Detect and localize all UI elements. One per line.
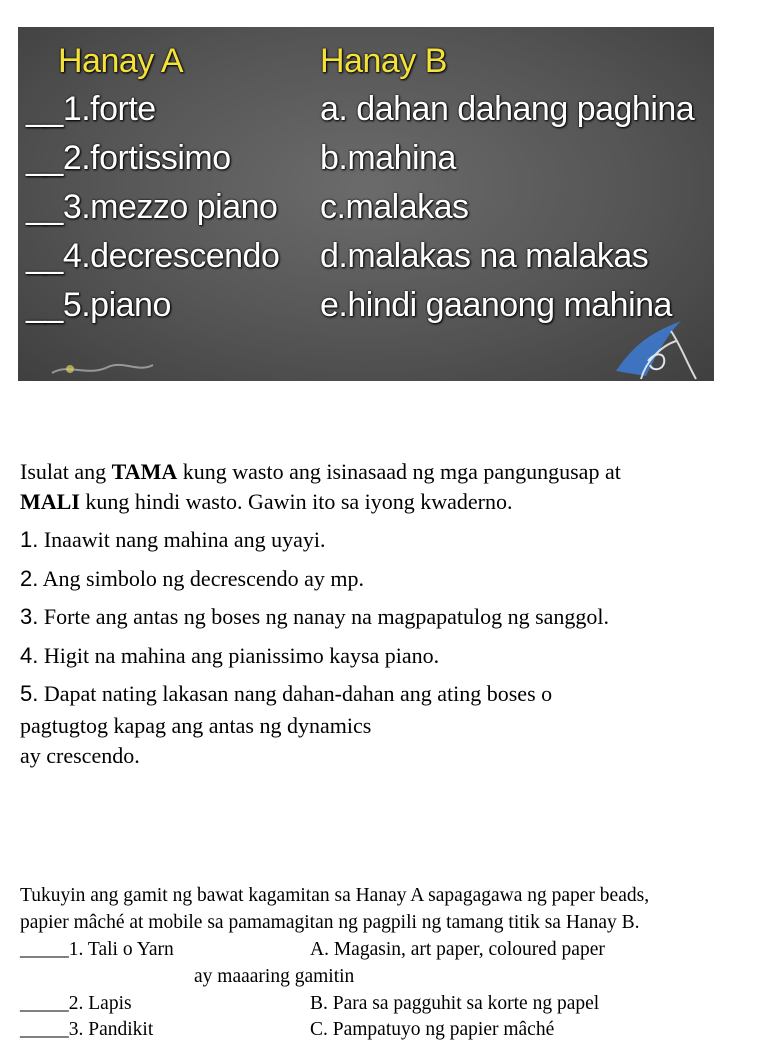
section2-row-2-a: _____2. Lapis xyxy=(20,993,132,1014)
statement-text: Dapat nating lakasan nang dahan-dahan ang ating boses o xyxy=(38,681,553,706)
statement-4 xyxy=(20,641,439,671)
hanay-b-item-a: a. dahan dahang paghina xyxy=(320,90,695,128)
statement-text: Inaawit nang mahina ang uyayi. xyxy=(38,527,326,552)
hanay-a-item-1: __1.forte xyxy=(26,90,156,128)
statement-text: Higit na mahina ang pianissimo kaysa piano. xyxy=(38,643,440,668)
chalk-swirl-decoration xyxy=(586,301,706,381)
section2-row-3-a: _____3. Pandikit xyxy=(20,1019,154,1040)
intro-text: kung wasto ang isinasaad ng mga pangungusap at xyxy=(177,459,621,484)
hanay-a-item-5: __5.piano xyxy=(26,286,171,324)
statement-3 xyxy=(20,602,609,632)
hanay-b-item-d: d.malakas na malakas xyxy=(320,237,649,275)
statement-number: 2. xyxy=(20,566,39,591)
hanay-a-item-4: __4.decrescendo xyxy=(26,237,280,275)
statement-1 xyxy=(20,525,326,555)
intro-bold-mali: MALI xyxy=(20,489,80,514)
section2-row-1-b-cont: ay maaaring gamitin xyxy=(194,966,355,987)
statement-number: 1. xyxy=(20,527,39,552)
instruction-line-2 xyxy=(20,487,513,517)
section2-row-3-b: C. Pampatuyo ng papier mâché xyxy=(310,1019,555,1040)
intro-bold-tama: TAMA xyxy=(111,459,178,484)
hanay-a-item-3: __3.mezzo piano xyxy=(26,188,278,226)
chalk-doodle-decoration xyxy=(48,355,158,379)
statement-number: 3. xyxy=(20,604,39,629)
section2-row-1-b: A. Magasin, art paper, coloured paper xyxy=(310,939,605,960)
header-hanay-a: Hanay A xyxy=(58,42,184,80)
intro-text: kung hindi wasto. Gawin ito sa iyong kwaderno. xyxy=(79,489,513,514)
header-hanay-b: Hanay B xyxy=(320,42,447,80)
section2-row-1-a: _____1. Tali o Yarn xyxy=(20,939,174,960)
section2-instruction-line-1: Tukuyin ang gamit ng bawat kagamitan sa Hanay A sapagagawa ng paper beads, xyxy=(20,885,650,906)
instruction-line-1 xyxy=(20,457,621,487)
hanay-b-item-e: e.hindi gaanong mahina xyxy=(320,286,672,324)
statement-5 xyxy=(20,679,552,709)
chalkboard-image xyxy=(18,27,714,381)
hanay-a-item-2: __2.fortissimo xyxy=(26,139,231,177)
hanay-b-item-c: c.malakas xyxy=(320,188,469,226)
statement-5-line-2: pagtugtog kapag ang antas ng dynamics xyxy=(20,713,372,738)
statement-number: 4. xyxy=(20,643,39,668)
intro-text: Isulat ang xyxy=(20,459,112,484)
statement-text: Forte ang antas ng boses ng nanay na magpapatulog ng sanggol. xyxy=(38,604,610,629)
section2-row-2-b: B. Para sa pagguhit sa korte ng papel xyxy=(310,993,600,1014)
statement-5-line-3: ay crescendo. xyxy=(20,743,140,768)
statement-text: Ang simbolo ng decrescendo ay mp. xyxy=(38,566,365,591)
statement-2 xyxy=(20,564,364,594)
hanay-b-item-b: b.mahina xyxy=(320,139,456,177)
statement-number: 5. xyxy=(20,681,39,706)
section2-instruction-line-2: papier mâché at mobile sa pamamagitan ng pagpili ng tamang titik sa Hanay B. xyxy=(20,912,640,933)
